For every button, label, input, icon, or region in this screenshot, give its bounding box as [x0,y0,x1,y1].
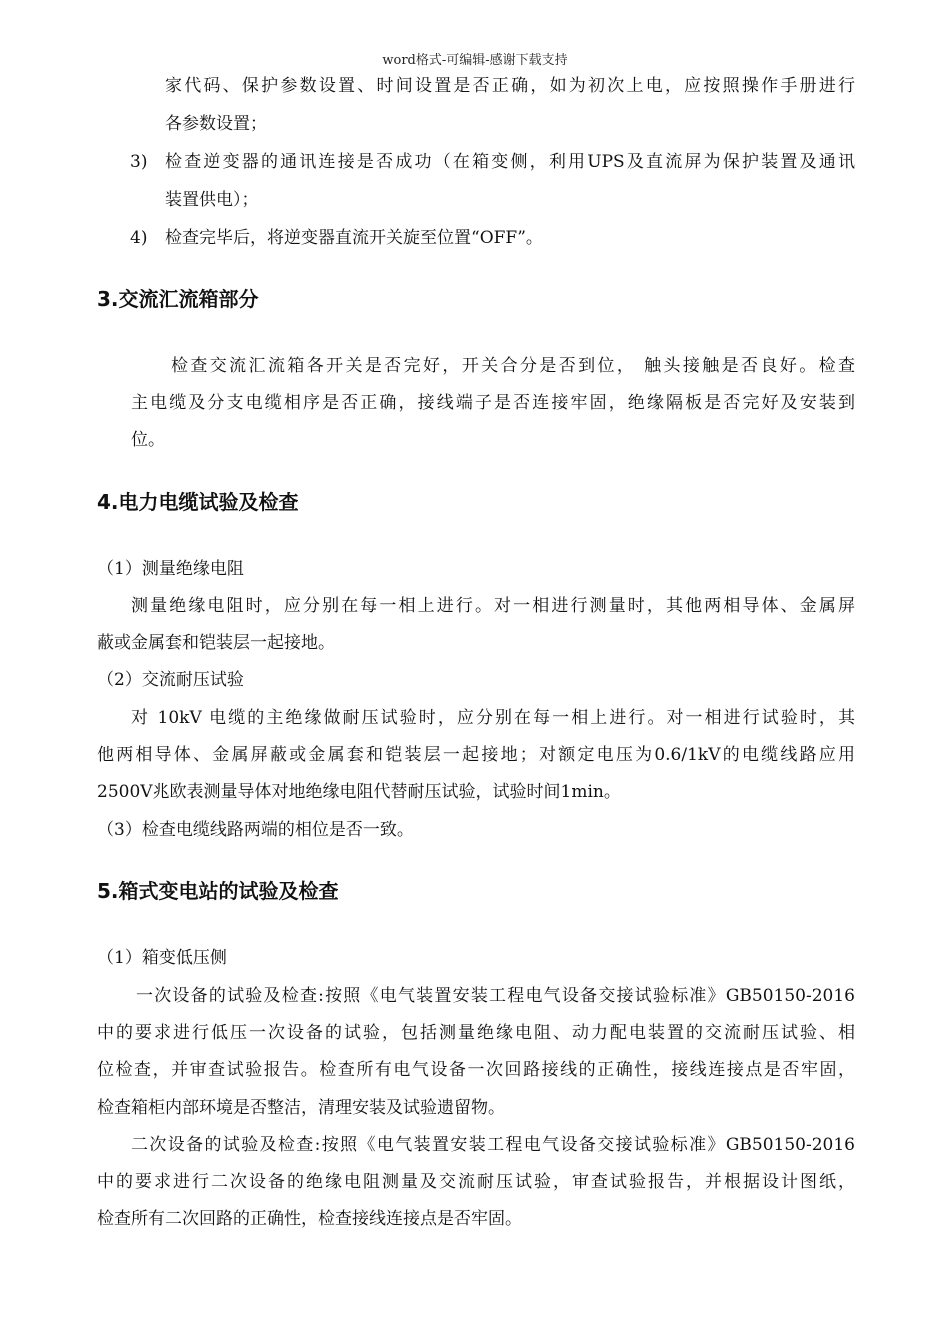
section-5-paragraph-2-line-3: 检查所有二次回路的正确性，检查接线连接点是否牢固。 [97,1209,522,1229]
section-5-paragraph-2-line-2: 中的要求进行二次设备的绝缘电阻测量及交流耐压试验，审查试验报告，并根据设计图纸， [97,1172,855,1192]
list-item-4-number: 4) [130,228,148,248]
page-header: word格式-可编辑-感谢下载支持 [382,53,568,68]
list-item-3-number: 3) [130,152,148,172]
section-4-sub-2-line-2: 他两相导体、金属屏蔽或金属套和铠装层一起接地；对额定电压为0.6/1kV的电缆线路应用 [97,745,855,765]
section-4-sub-1-line-1: 测量绝缘电阻时，应分别在每一相上进行。对一相进行测量时，其他两相导体、金属屏 [131,596,855,616]
section-3-paragraph-line-2: 主电缆及分支电缆相序是否正确，接线端子是否连接牢固，绝缘隔板是否完好及安装到 [131,393,855,413]
list-item-2-line-1: 家代码、保护参数设置、时间设置是否正确，如为初次上电，应按照操作手册进行 [165,76,855,96]
list-item-2-line-2: 各参数设置； [165,114,267,134]
section-5-paragraph-1-line-4: 检查箱柜内部环境是否整洁，清理安装及试验遗留物。 [97,1098,505,1118]
section-4-subheading-3: （3）检查电缆线路两端的相位是否一致。 [97,820,414,840]
list-item-3-line-1: 检查逆变器的通讯连接是否成功（在箱变侧，利用UPS及直流屏为保护装置及通讯 [165,152,855,172]
section-4-subheading-2: （2）交流耐压试验 [97,670,244,690]
section-5-heading: 5.箱式变电站的试验及检查 [97,879,339,903]
list-item-4-line-1: 检查完毕后，将逆变器直流开关旋至位置“OFF”。 [165,228,543,248]
section-5-paragraph-1-line-2: 中的要求进行低压一次设备的试验，包括测量绝缘电阻、动力配电装置的交流耐压试验、相 [97,1023,855,1043]
section-3-heading: 3.交流汇流箱部分 [97,287,259,311]
section-5-paragraph-2-line-1: 二次设备的试验及检查:按照《电气装置安装工程电气设备交接试验标准》GB50150-2016 [131,1135,855,1155]
section-5-subheading-1: （1）箱变低压侧 [97,948,227,968]
section-3-paragraph-line-1: 检查交流汇流箱各开关是否完好，开关合分是否到位， 触头接触是否良好。检查 [171,356,855,376]
list-item-3-line-2: 装置供电）； [165,190,259,210]
section-4-sub-2-line-1: 对 10kV 电缆的主绝缘做耐压试验时，应分别在每一相上进行。对一相进行试验时，其 [131,708,855,728]
section-4-heading: 4.电力电缆试验及检查 [97,490,299,514]
section-4-subheading-1: （1）测量绝缘电阻 [97,559,244,579]
section-5-paragraph-1-line-1: 一次设备的试验及检查:按照《电气装置安装工程电气设备交接试验标准》GB50150-2016 [136,986,855,1006]
section-4-sub-1-line-2: 蔽或金属套和铠装层一起接地。 [97,633,335,653]
section-5-paragraph-1-line-3: 位检查，并审查试验报告。检查所有电气设备一次回路接线的正确性，接线连接点是否牢固， [97,1060,855,1080]
section-4-sub-2-line-3: 2500V兆欧表测量导体对地绝缘电阻代替耐压试验，试验时间1min。 [97,782,621,802]
section-3-paragraph-line-3: 位。 [131,430,165,450]
